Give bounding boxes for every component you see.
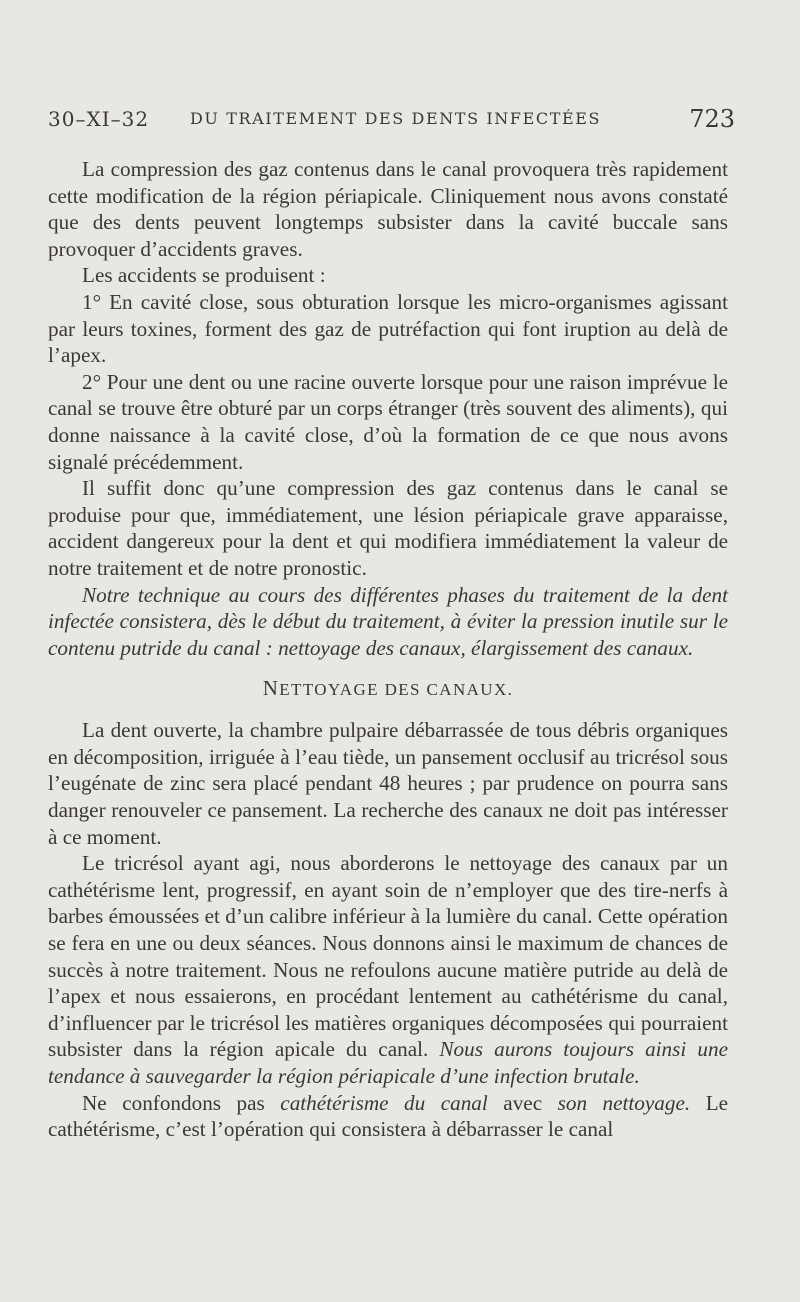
- paragraph-9-mid: avec: [503, 1090, 543, 1115]
- section-heading-initial: N: [262, 676, 280, 701]
- paragraph-9-italic-2: son nettoyage.: [557, 1090, 691, 1115]
- running-header: [48, 101, 735, 141]
- paragraph-7: La dent ouverte, la chambre pulpaire débarrassée de tous débris organiques en décomposition, irriguée à l’eau tiède, un pansement occlusif au tricrésol sous l’eugénate de zinc sera placé pendant 48 heures ; par prudence on pourra sans danger renouveler ce pansement. La recherche des canaux ne doit pas intéresser à ce moment.: [48, 718, 728, 849]
- header-date: 30–XI–32: [48, 107, 150, 131]
- paragraph-9-rest: Le cathétérisme, c’est l’opération qui consistera à débarrasser le canal: [48, 1090, 729, 1142]
- paragraph-6-italic: Notre technique au cours des différentes phases du traitement de la dent infectée consistera, dès le début du traitement, à éviter la pression inutile sur le contenu putride du canal : nettoyage des canaux, élargissement des canaux.: [48, 582, 728, 660]
- paragraph-3: 1° En cavité close, sous obturation lorsque les micro-organismes agissant par leurs toxines, forment des gaz de putréfaction qui font iruption au delà de l’apex.: [48, 289, 728, 368]
- paragraph-9-italic-1: cathétérisme du canal: [280, 1090, 488, 1115]
- page-body: [48, 156, 728, 1143]
- paragraph-9: [48, 1090, 728, 1143]
- section-heading: [48, 675, 728, 703]
- paragraph-8-italic: Nous aurons toujours ainsi une tendance à sauvegarder la région périapicale d’une infection brutale.: [48, 1037, 728, 1088]
- paragraph-5: Il suffit donc qu’une compression des gaz contenus dans le canal se produise pour que, immédiatement, une lésion périapicale grave apparaisse, accident dangereux pour la dent et qui modifiera immédiatement la valeur de notre traitement et de notre pronostic.: [48, 476, 728, 580]
- paragraph-9-start: Ne confondons pas: [82, 1090, 265, 1115]
- section-heading-rest: ETTOYAGE DES CANAUX.: [279, 680, 514, 700]
- paragraph-2: Les accidents se produisent :: [82, 263, 326, 288]
- paragraph-8: [48, 850, 728, 1089]
- paragraph-1: La compression des gaz contenus dans le canal provoquera très rapidement cette modification de la région périapicale. Cliniquement nous avons constaté que des dents peuvent longtemps subsister dans la cavité buccale sans provoquer d’accidents graves.: [48, 157, 728, 261]
- paragraph-4: 2° Pour une dent ou une racine ouverte lorsque pour une raison imprévue le canal se trouve être obturé par un corps étranger (très souvent des aliments), qui donne naissance à la cavité close, d’où la formation de ce que nous avons signalé précédemment.: [48, 369, 728, 474]
- header-title: DU TRAITEMENT DES DENTS INFECTÉES: [190, 109, 602, 128]
- paragraph-8-text: Le tricrésol ayant agi, nous aborderons le nettoyage des canaux par un cathétérisme lent, progressif, en ayant soin de n’employer que des tire-nerfs à barbes émoussées et d’un calibre inférieur à la lumière du canal. Cette opération se fera en une ou deux séances. Nous donnons ainsi le maximum de chances de succès à notre traitement. Nous ne refoulons aucune matière putride au delà de l’apex et nous essaierons, en procédant lentement au cathétérisme du canal, d’influencer par le tricrésol les matières organiques décomposées qui pourraient subsister dans la région apicale du canal.: [48, 851, 728, 1062]
- page-number: 723: [689, 105, 735, 133]
